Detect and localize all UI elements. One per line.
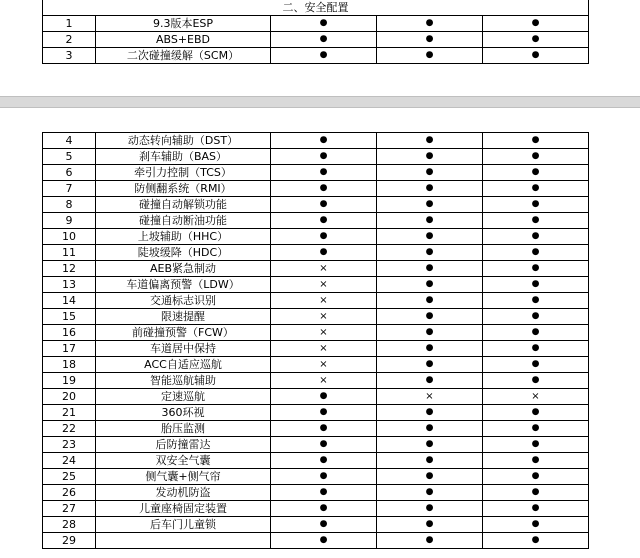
row-number: 1 — [43, 16, 96, 32]
trim-2-availability: ● — [377, 229, 483, 245]
trim-3-availability: ● — [483, 32, 589, 48]
trim-3-availability: ● — [483, 357, 589, 373]
feature-name: 定速巡航 — [96, 389, 271, 405]
row-number: 21 — [43, 405, 96, 421]
table-row — [43, 341, 589, 357]
trim-2-availability: ● — [377, 485, 483, 501]
feature-name: AEB紧急制动 — [96, 261, 271, 277]
table-row — [43, 181, 589, 197]
trim-2-availability: ● — [377, 501, 483, 517]
trim-3-availability: ● — [483, 517, 589, 533]
feature-name: 交通标志识别 — [96, 293, 271, 309]
feature-name: 侧气囊+侧气帘 — [96, 469, 271, 485]
row-number: 7 — [43, 181, 96, 197]
trim-3-availability: ● — [483, 277, 589, 293]
table-row — [43, 517, 589, 533]
trim-1-availability: ● — [271, 245, 377, 261]
trim-1-availability: ● — [271, 213, 377, 229]
table-row — [43, 533, 589, 549]
feature-name: ABS+EBD — [96, 32, 271, 48]
trim-3-availability: ● — [483, 341, 589, 357]
trim-1-availability: ● — [271, 48, 377, 64]
trim-2-availability: ● — [377, 165, 483, 181]
row-number: 12 — [43, 261, 96, 277]
trim-3-availability: ● — [483, 469, 589, 485]
table-row — [43, 277, 589, 293]
trim-1-availability: ● — [271, 533, 377, 549]
trim-3-availability: ● — [483, 309, 589, 325]
table-row — [43, 261, 589, 277]
trim-2-availability: ● — [377, 32, 483, 48]
trim-2-availability: ● — [377, 213, 483, 229]
trim-1-availability: ● — [271, 421, 377, 437]
row-number: 14 — [43, 293, 96, 309]
page-break — [0, 96, 640, 108]
feature-name: 双安全气囊 — [96, 453, 271, 469]
trim-2-availability: ● — [377, 181, 483, 197]
trim-2-availability: ● — [377, 533, 483, 549]
trim-2-availability: ● — [377, 373, 483, 389]
trim-1-availability: ● — [271, 485, 377, 501]
trim-2-availability: ● — [377, 421, 483, 437]
row-number: 20 — [43, 389, 96, 405]
row-number: 18 — [43, 357, 96, 373]
row-number: 4 — [43, 133, 96, 149]
trim-2-availability: ● — [377, 16, 483, 32]
table-row — [43, 357, 589, 373]
trim-2-availability: ● — [377, 437, 483, 453]
row-number: 8 — [43, 197, 96, 213]
feature-name: 胎压监测 — [96, 421, 271, 437]
safety-config-table-part1 — [42, 0, 589, 64]
feature-name: 碰撞自动断油功能 — [96, 213, 271, 229]
trim-3-availability: ● — [483, 501, 589, 517]
row-number: 10 — [43, 229, 96, 245]
trim-3-availability: ● — [483, 373, 589, 389]
trim-1-availability: ● — [271, 197, 377, 213]
feature-name: 碰撞自动解锁功能 — [96, 197, 271, 213]
trim-3-availability: ● — [483, 197, 589, 213]
table-row — [43, 373, 589, 389]
row-number: 2 — [43, 32, 96, 48]
table-row — [43, 16, 589, 32]
table-row — [43, 309, 589, 325]
trim-3-availability: ● — [483, 229, 589, 245]
row-number: 11 — [43, 245, 96, 261]
feature-name: 车道居中保持 — [96, 341, 271, 357]
table-row — [43, 245, 589, 261]
trim-3-availability: ● — [483, 213, 589, 229]
trim-2-availability: × — [377, 389, 483, 405]
row-number: 28 — [43, 517, 96, 533]
row-number: 3 — [43, 48, 96, 64]
trim-2-availability: ● — [377, 341, 483, 357]
table-row — [43, 437, 589, 453]
trim-1-availability: ● — [271, 149, 377, 165]
row-number: 19 — [43, 373, 96, 389]
feature-name: 牵引力控制（TCS） — [96, 165, 271, 181]
table-row — [43, 165, 589, 181]
trim-3-availability: ● — [483, 437, 589, 453]
trim-3-availability: ● — [483, 245, 589, 261]
trim-2-availability: ● — [377, 133, 483, 149]
trim-1-availability: ● — [271, 501, 377, 517]
table-row — [43, 485, 589, 501]
table-row — [43, 469, 589, 485]
trim-1-availability: ● — [271, 453, 377, 469]
table-row — [43, 229, 589, 245]
trim-3-availability: ● — [483, 533, 589, 549]
feature-name: 二次碰撞缓解（SCM） — [96, 48, 271, 64]
safety-config-table-part2 — [42, 132, 589, 549]
trim-2-availability: ● — [377, 293, 483, 309]
trim-3-availability: ● — [483, 181, 589, 197]
table-row — [43, 48, 589, 64]
trim-3-availability: ● — [483, 48, 589, 64]
trim-3-availability: ● — [483, 165, 589, 181]
trim-1-availability: × — [271, 341, 377, 357]
feature-name: 陡坡缓降（HDC） — [96, 245, 271, 261]
trim-1-availability: × — [271, 373, 377, 389]
table-row — [43, 389, 589, 405]
feature-name: 发动机防盗 — [96, 485, 271, 501]
trim-1-availability: ● — [271, 517, 377, 533]
trim-1-availability: × — [271, 261, 377, 277]
feature-name: 动态转向辅助（DST） — [96, 133, 271, 149]
table-row — [43, 197, 589, 213]
row-number: 26 — [43, 485, 96, 501]
feature-name: 智能巡航辅助 — [96, 373, 271, 389]
trim-1-availability: ● — [271, 165, 377, 181]
trim-2-availability: ● — [377, 309, 483, 325]
feature-name: 后车门儿童锁 — [96, 517, 271, 533]
trim-1-availability: ● — [271, 229, 377, 245]
trim-2-availability: ● — [377, 405, 483, 421]
feature-name: 儿童座椅固定装置 — [96, 501, 271, 517]
table-row — [43, 149, 589, 165]
row-number: 5 — [43, 149, 96, 165]
trim-1-availability: ● — [271, 405, 377, 421]
row-number: 29 — [43, 533, 96, 549]
row-number: 17 — [43, 341, 96, 357]
feature-name: 360环视 — [96, 405, 271, 421]
section-header-row — [43, 0, 589, 16]
trim-1-availability: ● — [271, 32, 377, 48]
trim-2-availability: ● — [377, 149, 483, 165]
feature-name: 限速提醒 — [96, 309, 271, 325]
trim-2-availability: ● — [377, 453, 483, 469]
row-number: 25 — [43, 469, 96, 485]
trim-1-availability: ● — [271, 181, 377, 197]
trim-1-availability: × — [271, 293, 377, 309]
table-row — [43, 453, 589, 469]
document-page-2 — [0, 108, 640, 558]
feature-name — [96, 533, 271, 549]
section-title: 二、安全配置 — [43, 0, 589, 16]
trim-2-availability: ● — [377, 245, 483, 261]
table-row — [43, 32, 589, 48]
feature-name: 后防撞雷达 — [96, 437, 271, 453]
row-number: 6 — [43, 165, 96, 181]
trim-3-availability: ● — [483, 149, 589, 165]
trim-1-availability: ● — [271, 16, 377, 32]
trim-2-availability: ● — [377, 277, 483, 293]
trim-2-availability: ● — [377, 48, 483, 64]
trim-3-availability: ● — [483, 405, 589, 421]
feature-name: 上坡辅助（HHC） — [96, 229, 271, 245]
trim-2-availability: ● — [377, 517, 483, 533]
trim-1-availability: × — [271, 325, 377, 341]
table-row — [43, 213, 589, 229]
row-number: 13 — [43, 277, 96, 293]
row-number: 9 — [43, 213, 96, 229]
table-row — [43, 133, 589, 149]
row-number: 24 — [43, 453, 96, 469]
trim-3-availability: ● — [483, 293, 589, 309]
row-number: 27 — [43, 501, 96, 517]
row-number: 15 — [43, 309, 96, 325]
row-number: 23 — [43, 437, 96, 453]
row-number: 16 — [43, 325, 96, 341]
document-page-1 — [0, 0, 640, 96]
feature-name: 前碰撞预警（FCW） — [96, 325, 271, 341]
trim-3-availability: ● — [483, 261, 589, 277]
trim-3-availability: ● — [483, 453, 589, 469]
feature-name: ACC自适应巡航 — [96, 357, 271, 373]
table-row — [43, 293, 589, 309]
trim-1-availability: ● — [271, 389, 377, 405]
trim-2-availability: ● — [377, 357, 483, 373]
feature-name: 刹车辅助（BAS） — [96, 149, 271, 165]
trim-3-availability: ● — [483, 325, 589, 341]
trim-3-availability: ● — [483, 485, 589, 501]
trim-1-availability: ● — [271, 133, 377, 149]
feature-name: 9.3版本ESP — [96, 16, 271, 32]
trim-3-availability: × — [483, 389, 589, 405]
trim-3-availability: ● — [483, 421, 589, 437]
trim-1-availability: × — [271, 309, 377, 325]
table-row — [43, 421, 589, 437]
row-number: 22 — [43, 421, 96, 437]
trim-3-availability: ● — [483, 16, 589, 32]
trim-2-availability: ● — [377, 261, 483, 277]
table-row — [43, 325, 589, 341]
trim-1-availability: ● — [271, 437, 377, 453]
feature-name: 车道偏离预警（LDW） — [96, 277, 271, 293]
trim-1-availability: × — [271, 357, 377, 373]
feature-name: 防侧翻系统（RMI） — [96, 181, 271, 197]
trim-2-availability: ● — [377, 469, 483, 485]
trim-2-availability: ● — [377, 197, 483, 213]
table-row — [43, 501, 589, 517]
trim-3-availability: ● — [483, 133, 589, 149]
trim-1-availability: × — [271, 277, 377, 293]
table-row — [43, 405, 589, 421]
trim-1-availability: ● — [271, 469, 377, 485]
trim-2-availability: ● — [377, 325, 483, 341]
